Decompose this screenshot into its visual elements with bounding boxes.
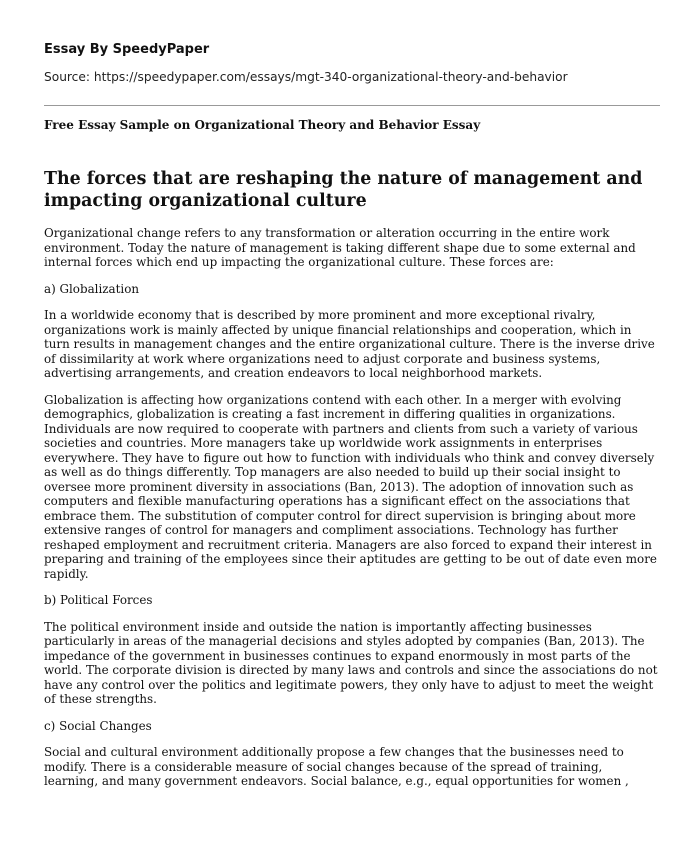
intro-paragraph: Organizational change refers to any transformation or alteration occurring in the entire work environment. Today the nature of management is taking different shape due to some external and internal forces which end up impacting the organizational culture. These forces are: [44, 226, 636, 269]
section-heading-globalization: a) Globalization [44, 281, 140, 296]
source-line: Source: https://speedypaper.com/essays/mgt-340-organizational-theory-and-behavior [44, 70, 568, 84]
section-heading-social: c) Social Changes [44, 718, 152, 733]
paragraph-social: Social and cultural environment additionally propose a few changes that the businesses need to modify. There is a considerable measure of social changes because of the spread of training, learning, and many government endeavors. Social balance, e.g., equal opportunities for women , [44, 745, 629, 788]
paragraph-political: The political environment inside and outside the nation is importantly affecting businesses particularly in areas of the managerial decisions and styles adopted by companies (Ban, 2013). The impedance of the government in businesses continues to expand enormously in most parts of the world. The corporate division is directed by many laws and controls and since the associations do not have any control over the politics and legitimate powers, they only have to adjust to meet the weight of these strengths. [44, 619, 658, 706]
paragraph-globalization-2: Globalization is affecting how organizations contend with each other. In a merger with evolving demographics, globalization is creating a fast increment in differing qualities in organizations. Individuals are now required to cooperate with partners and clients from such a variety of various societies and countries. More managers take up worldwide work assignments in enterprises everywhere. They have to figure out how to function with individuals who think and convey diversely as well as do things differently. Top managers are also needed to build up their social insight to oversee more prominent diversity in associations (Ban, 2013). The adoption of innovation such as computers and flexible manufacturing operations has a significant effect on the associations that embrace them. The substitution of computer control for direct supervision is bringing about more extensive ranges of control for managers and compliment associations. Technology has further reshaped employment and recruitment criteria. Managers are also forced to expand their interest in preparing and training of the employees since their aptitudes are getting to be out of date even more rapidly. [44, 392, 657, 581]
paragraph-globalization-1: In a worldwide economy that is described by more prominent and more exceptional rivalry, organizations work is mainly affected by unique financial relationships and cooperation, which in turn results in management changes and the entire organizational culture. There is the inverse drive of dissimilarity at work where organizations need to adjust corporate and business systems, advertising arrangements, and creation endeavors to local neighborhood markets. [44, 308, 655, 380]
brand-title: Essay By SpeedyPaper [44, 42, 210, 57]
essay-subtitle: Free Essay Sample on Organizational Theory and Behavior Essay [44, 118, 481, 132]
section-heading-political: b) Political Forces [44, 593, 153, 607]
essay-title: The forces that are reshaping the nature of management and impacting organizational culture [44, 169, 643, 211]
divider [44, 105, 660, 106]
